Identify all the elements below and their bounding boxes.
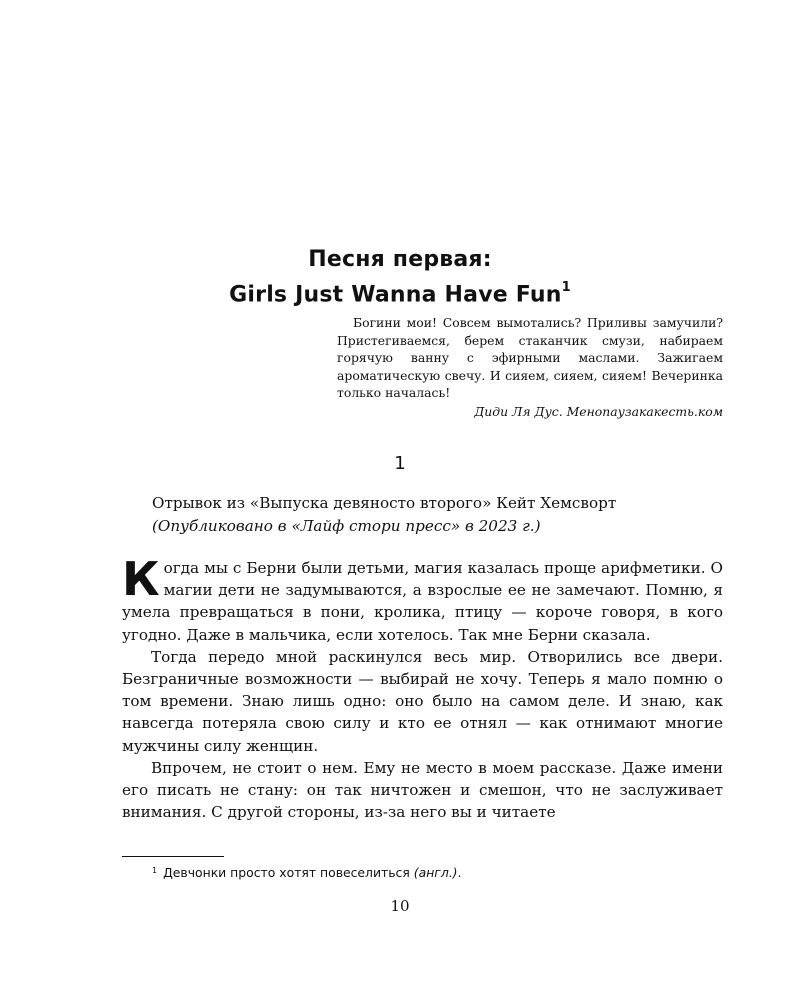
- paragraph-2: Тогда передо мной раскинулся весь мир. Отворились все двери. Безграничные возможности — выбирай не хочу. Теперь я мало помню о том времени. Знаю лишь одно: оно было на самом деле. И знаю, как навсегда потеряла свою силу и кто ее отнял — как отнимают многие мужчины силу женщин.: [122, 647, 723, 755]
- chapter-title-line-2: [0, 275, 800, 310]
- chapter-title-line-1: Песня первая:: [308, 247, 492, 272]
- chapter-heading: [0, 245, 800, 310]
- footnote-text: Девчонки просто хотят повеселиться: [163, 865, 410, 880]
- footnote-reference: 1: [561, 280, 571, 295]
- excerpt-title: Отрывок из «Выпуска девяносто второго» Кейт Хемсворт: [152, 494, 617, 512]
- excerpt-publication: (Опубликовано в «Лайф стори пресс» в 2023 г.): [152, 517, 541, 535]
- epigraph-text: Богини мои! Совсем вымотались? Приливы замучили? Пристегиваемся, берем стаканчик смузи, набираем горячую ванну с эфирными маслами. Зажигаем ароматическую свечу. И сияем, сияем, сияем! Вечеринка только началась!: [337, 315, 723, 401]
- epigraph-source: Диди Ля Дус. Менопаузакакесть.ком: [474, 403, 723, 419]
- section-number: 1: [394, 453, 406, 474]
- epigraph: [337, 314, 723, 421]
- excerpt-heading: [152, 492, 732, 538]
- footnote-divider: [122, 856, 224, 857]
- footnote-language: (англ.): [413, 865, 458, 880]
- paragraph-1: [122, 552, 723, 646]
- page-number: 10: [390, 897, 410, 915]
- footnote-end: .: [457, 865, 462, 880]
- paragraph-1-text: огда мы с Берни были детьми, магия казалась проще арифметики. О магии дети не задумываются, а взрослые ее не замечают. Помню, я умела превращаться в пони, кролика, птицу — короче говоря, в кого угодно. Даже в мальчика, если хотелось. Так мне Берни сказала.: [122, 559, 723, 644]
- footnote: [152, 864, 722, 884]
- body-text: [122, 552, 723, 823]
- drop-cap: К: [122, 552, 160, 606]
- paragraph-3: Впрочем, не стоит о нем. Ему не место в моем рассказе. Даже имени его писать не стану: он так ничтожен и смешон, что не заслуживает внимания. С другой стороны, из-за него вы и читаете: [122, 758, 723, 822]
- chapter-title-text: Girls Just Wanna Have Fun: [229, 282, 562, 308]
- footnote-mark: 1: [152, 866, 158, 875]
